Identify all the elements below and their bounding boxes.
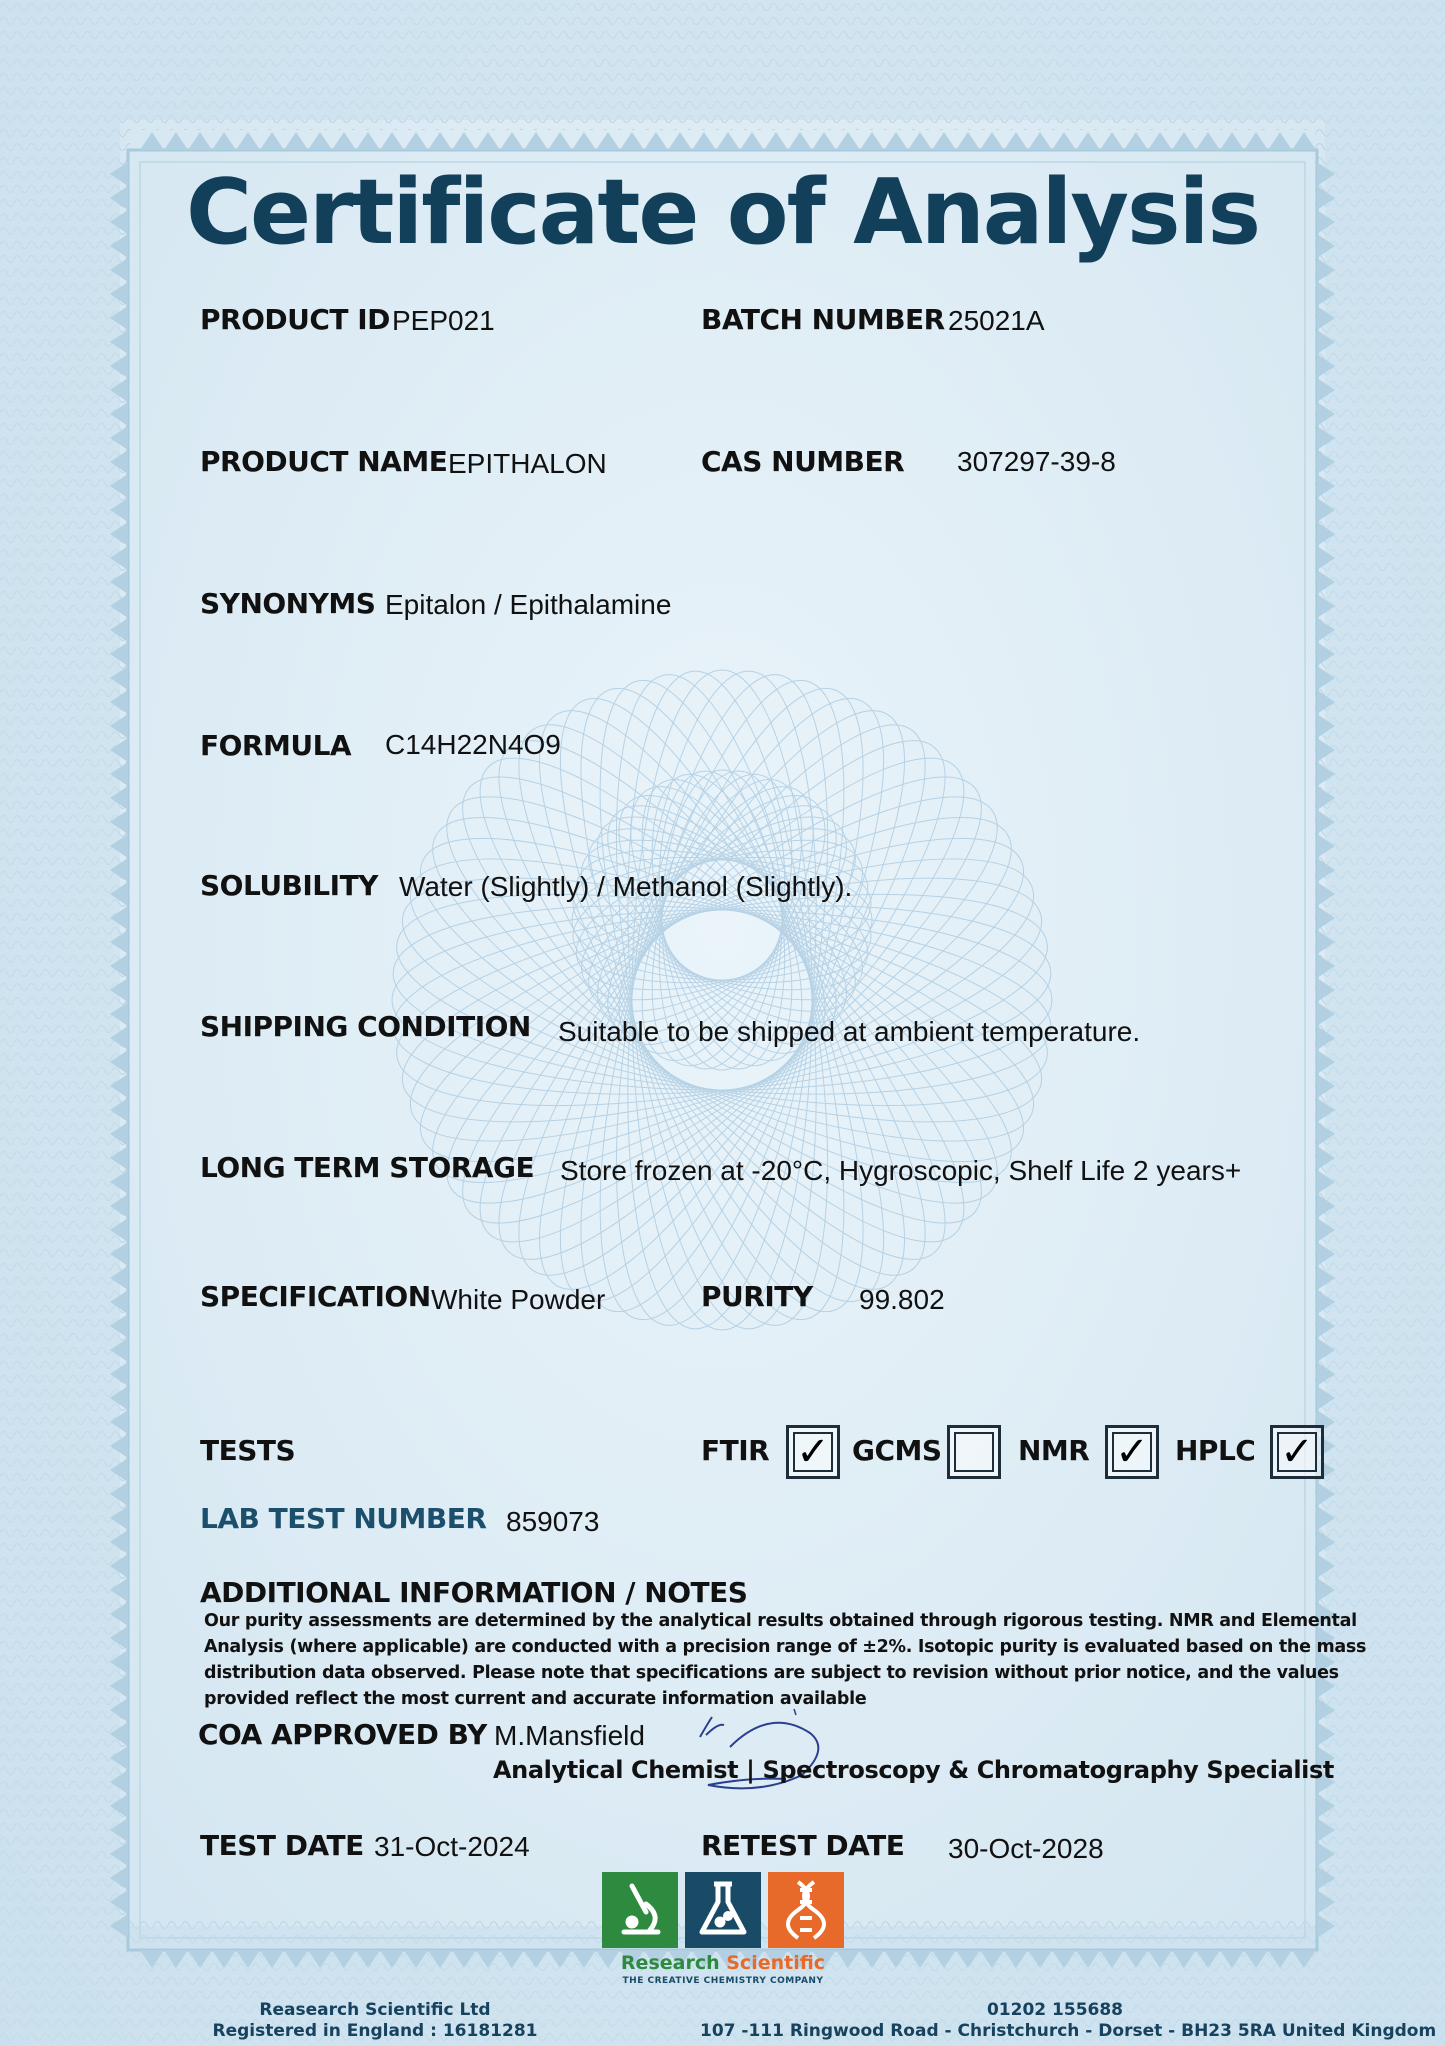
notes-text: Our purity assessments are determined by the analytical results obtained through rigorous testing. NMR and Elemental Analysis (where applicable) are conducted with a precision range of ±2%. Isotopic purity is evaluated based on the mass distribution data observed. Please note that specifications are subject to revision without prior notice, and the values provided reflect the most current and accurate information available	[204, 1611, 1367, 1709]
test-date-value: 31-Oct-2024	[374, 1831, 530, 1862]
page-title: Certificate of Analysis	[185, 160, 1260, 265]
product-id-value: PEP021	[392, 305, 495, 336]
logo-wordmark: Research Scientific	[620, 1952, 826, 1974]
batch-number-value: 25021A	[948, 305, 1045, 336]
footer-contact	[700, 2000, 1437, 2042]
footer-company	[150, 2000, 600, 2042]
retest-date-value: 30-Oct-2028	[948, 1833, 1104, 1864]
logo-tagline: THE CREATIVE CHEMISTRY COMPANY	[622, 1976, 824, 1986]
test-ftir-label: FTIR	[701, 1434, 770, 1467]
purity-value: 99.802	[859, 1284, 945, 1315]
check-icon	[950, 1428, 998, 1476]
check-icon: ✓	[796, 1429, 830, 1475]
tests-label: TESTS	[200, 1434, 296, 1467]
retest-date-label: RETEST DATE	[701, 1829, 905, 1862]
shipping-condition-label: SHIPPING CONDITION	[200, 1010, 531, 1043]
test-gcms-checkbox[interactable]	[947, 1425, 1001, 1479]
long-term-storage-label: LONG TERM STORAGE	[200, 1151, 535, 1184]
shipping-condition-value: Suitable to be shipped at ambient temperature.	[558, 1016, 1141, 1047]
synonyms-value: Epitalon / Epithalamine	[385, 589, 672, 620]
solubility-value: Water (Slightly) / Methanol (Slightly).	[399, 871, 853, 902]
long-term-storage-value: Store frozen at -20°C, Hygroscopic, Shelf Life 2 years+	[560, 1155, 1242, 1186]
product-name-label: PRODUCT NAME	[200, 445, 448, 478]
footer-company-name: Reasearch Scientific Ltd	[259, 2000, 491, 2020]
solubility-label: SOLUBILITY	[200, 869, 378, 902]
test-nmr-label: NMR	[1018, 1434, 1090, 1467]
lab-test-number-value: 859073	[506, 1506, 600, 1537]
test-nmr-checkbox[interactable]	[1105, 1425, 1159, 1479]
approver-name: M.Mansfield	[494, 1720, 645, 1751]
approved-by-label: COA APPROVED BY	[198, 1718, 487, 1751]
footer-registration: Registered in England : 16181281	[212, 2021, 538, 2041]
specification-value: White Powder	[431, 1284, 606, 1315]
cas-number-value: 307297-39-8	[957, 446, 1116, 477]
synonyms-label: SYNONYMS	[200, 587, 376, 620]
product-name-value: EPITHALON	[448, 448, 607, 479]
purity-label: PURITY	[701, 1280, 813, 1313]
test-gcms-label: GCMS	[852, 1434, 942, 1467]
formula-value: C14H22N4O9	[385, 729, 561, 760]
test-hplc-checkbox[interactable]	[1270, 1425, 1324, 1479]
notes-heading: ADDITIONAL INFORMATION / NOTES	[200, 1576, 748, 1609]
footer-address: 107 -111 Ringwood Road - Christchurch - Dorset - BH23 5RA United Kingdom	[700, 2021, 1437, 2041]
footer-phone: 01202 155688	[986, 2000, 1124, 2020]
test-ftir-checkbox[interactable]	[786, 1425, 840, 1479]
formula-label: FORMULA	[200, 729, 352, 762]
test-date-label: TEST DATE	[200, 1829, 364, 1862]
test-hplc-label: HPLC	[1175, 1434, 1256, 1467]
lab-test-number-label: LAB TEST NUMBER	[200, 1502, 487, 1535]
batch-number-label: BATCH NUMBER	[701, 303, 945, 336]
check-icon: ✓	[1115, 1429, 1149, 1475]
check-icon: ✓	[1280, 1429, 1314, 1475]
approver-role: Analytical Chemist | Spectroscopy & Chromatography Specialist	[493, 1756, 1334, 1784]
specification-label: SPECIFICATION	[200, 1280, 431, 1313]
product-id-label: PRODUCT ID	[200, 303, 390, 336]
cas-number-label: CAS NUMBER	[701, 445, 905, 478]
